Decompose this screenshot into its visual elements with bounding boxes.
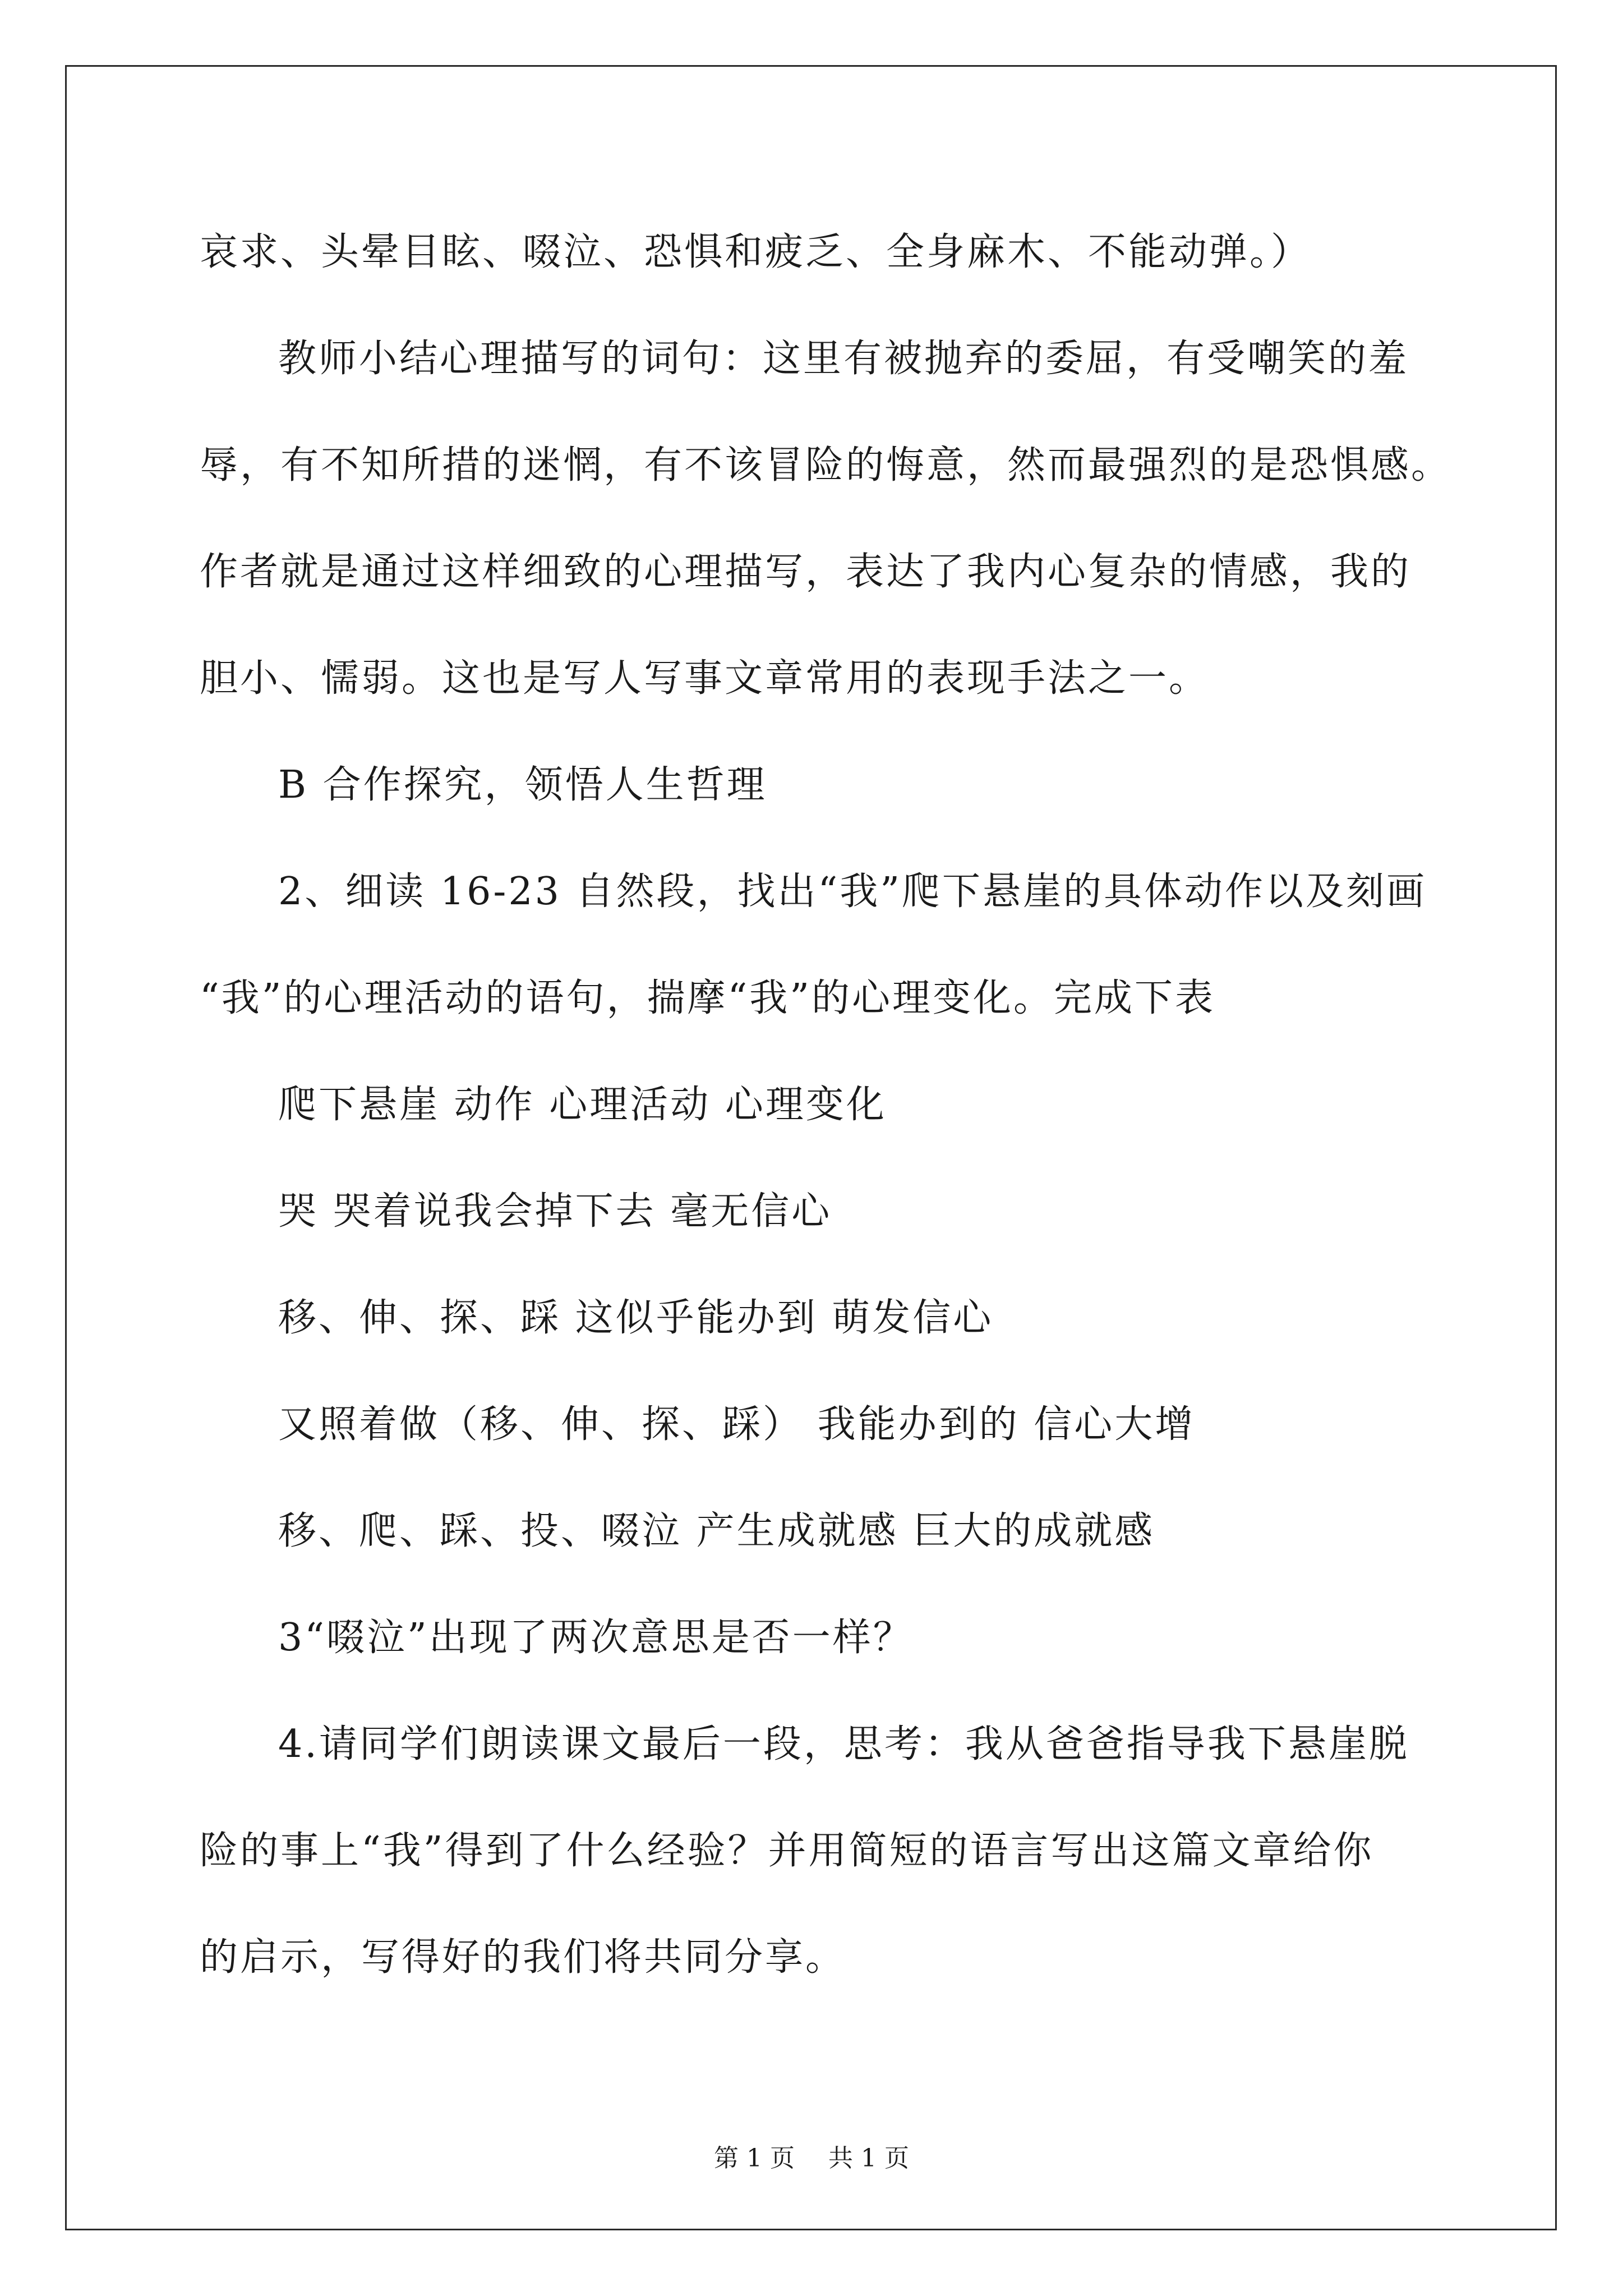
text-line: 险的事上“我”得到了什么经验？并用简短的语言写出这篇文章给你 bbox=[200, 1829, 1374, 1873]
table-row-line: 又照着做（移、伸、探、踩） 我能办到的 信心大增 bbox=[278, 1402, 1196, 1447]
text-line: 辱，有不知所措的迷惘，有不该冒险的悔意，然而最强烈的是恐惧感。 bbox=[200, 443, 1452, 487]
text-line: 的启示，写得好的我们将共同分享。 bbox=[200, 1935, 846, 1980]
text-line: 3“啜泣”出现了两次意思是否一样？ bbox=[278, 1616, 914, 1660]
text-line: 4.请同学们朗读课文最后一段，思考：我从爸爸指导我下悬崖脱 bbox=[278, 1722, 1409, 1766]
text-line: 作者就是通过这样细致的心理描写，表达了我内心复杂的情感，我的 bbox=[200, 550, 1412, 594]
page-number-current: 第 1 页 bbox=[714, 2144, 795, 2173]
table-row-line: 移、伸、探、踩 这似乎能办到 萌发信心 bbox=[278, 1296, 994, 1340]
page-footer bbox=[0, 2143, 1623, 2174]
page-number-total: 共 1 页 bbox=[828, 2144, 909, 2173]
text-line: 胆小、懦弱。这也是写人写事文章常用的表现手法之一。 bbox=[200, 656, 1210, 701]
section-heading: B 合作探究，领悟人生哲理 bbox=[278, 763, 767, 807]
text-line: 教师小结心理描写的词句：这里有被抛弃的委屈，有受嘲笑的羞 bbox=[278, 337, 1409, 381]
table-header-line: 爬下悬崖 动作 心理活动 心理变化 bbox=[278, 1083, 887, 1127]
text-line: “我”的心理活动的语句，揣摩“我”的心理变化。完成下表 bbox=[200, 976, 1216, 1020]
page-border bbox=[65, 65, 1557, 2230]
table-row-line: 移、爬、踩、投、啜泣 产生成就感 巨大的成就感 bbox=[278, 1509, 1155, 1553]
table-row-line: 哭 哭着说我会掉下去 毫无信心 bbox=[278, 1189, 832, 1234]
text-line: 哀求、头晕目眩、啜泣、恐惧和疲乏、全身麻木、不能动弹。） bbox=[200, 230, 1312, 274]
text-line: 2、细读 16-23 自然段，找出“我”爬下悬崖的具体动作以及刻画 bbox=[278, 869, 1427, 914]
